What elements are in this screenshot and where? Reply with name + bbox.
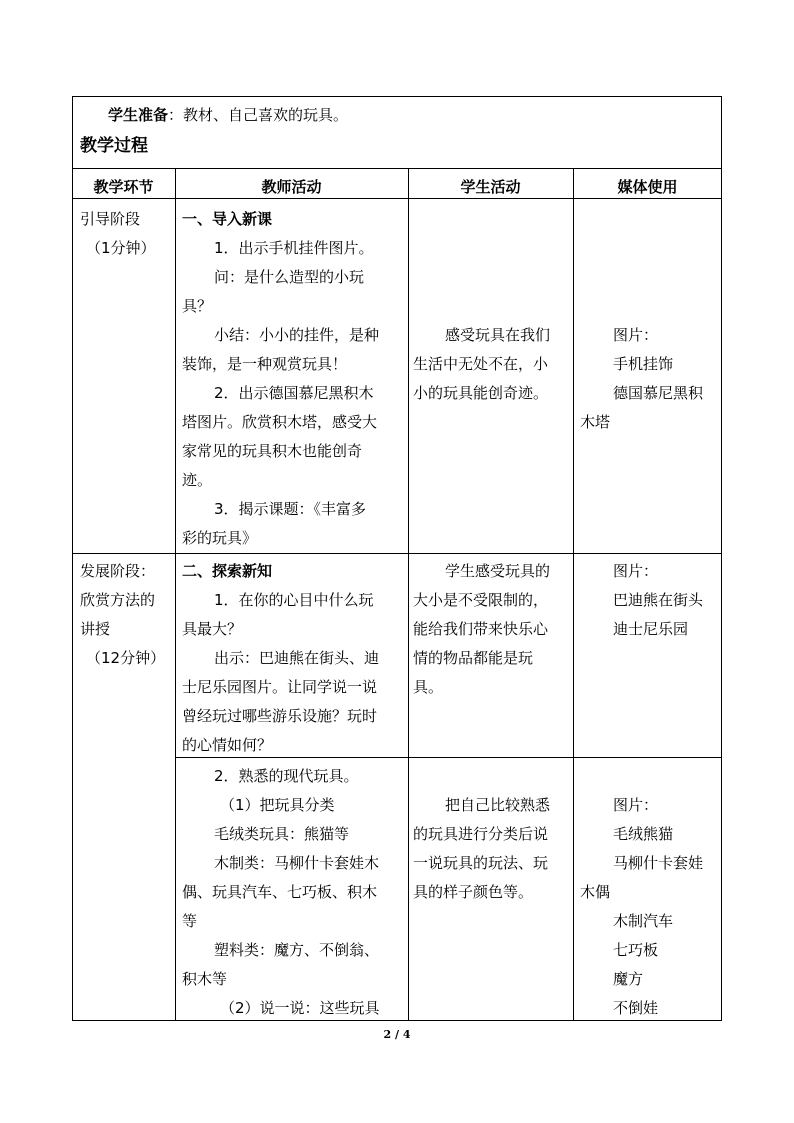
row2-media-line: 巴迪熊在街头	[613, 591, 704, 609]
grid-line	[72, 198, 722, 199]
row1-teacher-line: 2．出示德国慕尼黑积木	[214, 384, 374, 402]
grid-line	[72, 168, 722, 169]
row1-teacher-line: 塔图片。欣赏积木塔，感受大	[182, 413, 378, 431]
row3-student-line: 的玩具进行分类后说	[413, 825, 549, 843]
row1-teacher-heading: 一、导入新课	[182, 210, 273, 228]
section-title: 教学过程	[80, 136, 148, 156]
row1-teacher-line: 3．揭示课题：《丰富多	[214, 500, 367, 518]
row2-media-line: 图片：	[613, 562, 659, 580]
row1-media-line: 图片：	[613, 326, 659, 344]
row3-teacher-line: 偶、玩具汽车、七巧板、积木	[182, 883, 378, 901]
row3-media-line: 木偶	[580, 883, 611, 901]
row3-media-line: 图片：	[613, 796, 659, 814]
row1-media-line: 木塔	[580, 413, 611, 431]
row2-student-line: 学生感受玩具的	[445, 562, 551, 580]
row3-teacher-line: 等	[182, 912, 198, 930]
row2-teacher-heading: 二、探索新知	[182, 562, 273, 580]
row1-student-line: 生活中无处不在，小	[413, 355, 549, 373]
row2-stage: （12分钟）	[86, 649, 166, 667]
row1-student-line: 小的玩具能创奇迹。	[413, 384, 549, 402]
row1-media-line: 手机挂饰	[613, 355, 674, 373]
grid-line	[408, 168, 409, 1021]
row1-teacher-line: 具？	[182, 297, 213, 315]
grid-line	[175, 168, 176, 1021]
row2-teacher-line: 出示：巴迪熊在街头、迪	[214, 649, 380, 667]
row2-stage: 发展阶段：	[80, 562, 156, 580]
row3-media-line: 七巧板	[613, 941, 659, 959]
row3-student-line: 具的样子颜色等。	[413, 883, 534, 901]
row3-teacher-line: 塑料类：魔方、不倒翁、	[214, 941, 380, 959]
grid-line	[72, 553, 722, 554]
row2-teacher-line: 1．在你的心目中什么玩	[214, 591, 374, 609]
row3-media-line: 不倒娃	[613, 999, 659, 1017]
row3-teacher-line: 木制类：马柳什卡套娃木	[214, 854, 380, 872]
student-preparation	[108, 101, 348, 130]
row2-teacher-line: 士尼乐园图片。让同学说一说	[182, 678, 378, 696]
row2-student-line: 大小是不受限制的，	[413, 591, 549, 609]
row3-media-line: 毛绒熊猫	[613, 825, 674, 843]
row3-teacher-line: 积木等	[182, 970, 228, 988]
row1-teacher-line: 迹。	[182, 471, 213, 489]
row1-teacher-line: 装饰，是一种观赏玩具！	[182, 355, 348, 373]
row3-teacher-line: （2）说一说：这些玩具	[220, 999, 380, 1017]
row2-student-line: 能给我们带来快乐心	[413, 620, 549, 638]
row1-teacher-line: 家常见的玩具积木也能创奇	[182, 442, 363, 460]
row3-media-line: 魔方	[613, 970, 644, 988]
row1-teacher-line: 1．出示手机挂件图片。	[214, 239, 374, 257]
row1-teacher-line: 问：是什么造型的小玩	[214, 268, 365, 286]
row1-teacher-line: 彩的玩具》	[182, 529, 258, 547]
row3-teacher-line: （1）把玩具分类	[220, 796, 335, 814]
row2-stage: 讲授	[80, 620, 111, 638]
row3-student-line: 一说玩具的玩法、玩	[413, 854, 549, 872]
row2-stage: 欣赏方法的	[80, 591, 156, 609]
page-number: 2 / 4	[383, 1028, 411, 1041]
row3-media-line: 马柳什卡套娃	[613, 854, 704, 872]
row3-media-line: 木制汽车	[613, 912, 674, 930]
row3-student-line: 把自己比较熟悉	[445, 796, 551, 814]
row2-student-line: 情的物品都能是玩	[413, 649, 534, 667]
prep-label: 学生准备	[108, 106, 169, 124]
row1-stage: （1分钟）	[86, 239, 156, 257]
header-stage: 教学环节	[93, 178, 154, 196]
grid-line	[573, 168, 574, 1021]
row2-student-line: 具。	[413, 678, 444, 696]
prep-text: ：教材、自己喜欢的玩具。	[168, 106, 349, 124]
row2-teacher-line: 曾经玩过哪些游乐设施？玩时	[182, 707, 378, 725]
row3-teacher-line: 2．熟悉的现代玩具。	[214, 767, 359, 785]
header-teacher: 教师活动	[261, 178, 322, 196]
row3-teacher-line: 毛绒类玩具：熊猫等	[214, 825, 350, 843]
row2-teacher-line: 具最大？	[182, 620, 243, 638]
row2-media-line: 迪士尼乐园	[613, 620, 689, 638]
header-student: 学生活动	[460, 178, 521, 196]
row1-media-line: 德国慕尼黑积	[613, 384, 704, 402]
row1-stage: 引导阶段	[80, 210, 141, 228]
header-media: 媒体使用	[617, 178, 678, 196]
row1-student-line: 感受玩具在我们	[445, 326, 551, 344]
row1-teacher-line: 小结：小小的挂件，是种	[214, 326, 380, 344]
row2-teacher-line: 的心情如何？	[182, 736, 273, 754]
